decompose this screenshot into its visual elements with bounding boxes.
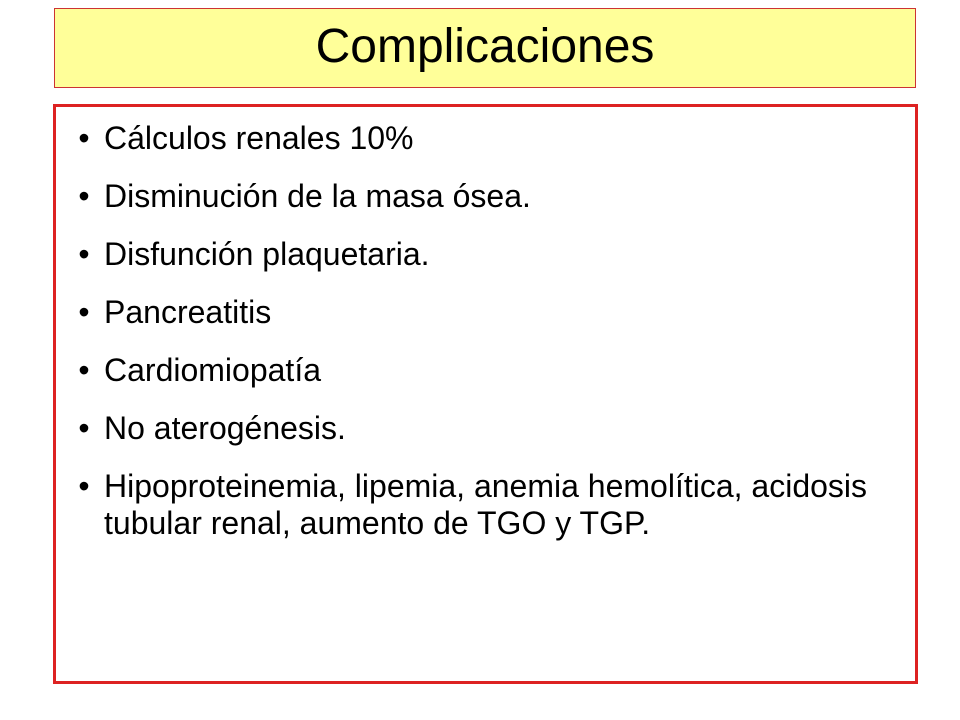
list-item-text: Cardiomiopatía (104, 352, 321, 388)
slide-title: Complicaciones (315, 20, 655, 73)
bullet-icon: • (78, 352, 90, 388)
list-item-text: Hipoproteinemia, lipemia, anemia hemolítica, acidosis tubular renal, aumento de TGO y TGP. (104, 468, 868, 541)
bullet-icon: • (78, 178, 90, 214)
list-item (64, 410, 904, 447)
list-item (64, 178, 904, 215)
content-box (53, 104, 918, 684)
bullet-icon: • (78, 236, 90, 272)
list-item-text: No aterogénesis. (104, 410, 346, 446)
bullet-icon: • (78, 468, 90, 504)
list-item-text: Pancreatitis (104, 294, 272, 330)
bullet-list (64, 120, 904, 542)
list-item-text: Cálculos renales 10% (104, 120, 414, 156)
list-item (64, 236, 904, 273)
list-item (64, 120, 904, 157)
title-box (54, 8, 916, 88)
list-item (64, 352, 904, 389)
bullet-icon: • (78, 120, 90, 156)
bullet-icon: • (78, 410, 90, 446)
bullet-icon: • (78, 294, 90, 330)
list-item-text: Disminución de la masa ósea. (104, 178, 531, 214)
list-item-text: Disfunción plaquetaria. (104, 236, 430, 272)
list-item (64, 468, 904, 542)
list-item (64, 294, 904, 331)
